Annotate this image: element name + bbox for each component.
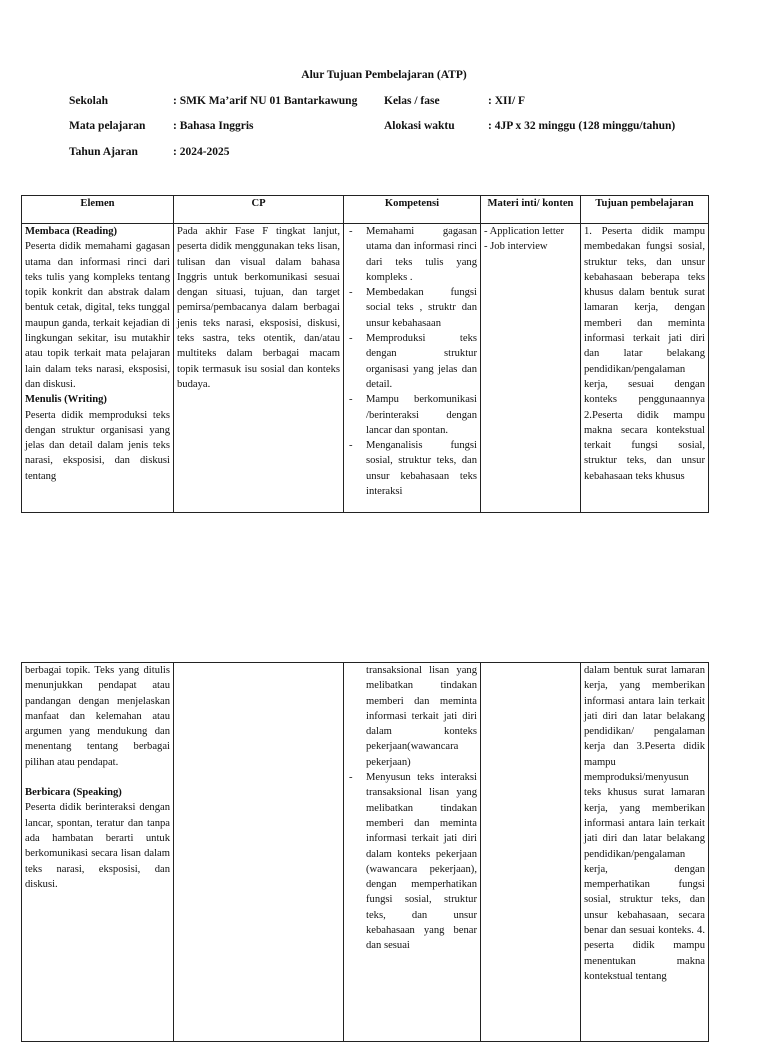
table-header-row [22,196,709,224]
tahun-label: Tahun Ajaran [69,146,138,158]
table-row [22,224,709,513]
kompetensi-cell-cont [344,663,481,1042]
list-item: - Membedakan fungsi social teks , struktr dan unsur kebahasaan [347,285,477,331]
document-title: Alur Tujuan Pembelajaran (ATP) [301,69,467,81]
cp-cell: Pada akhir Fase F tingkat lanjut, peserta didik menggunakan teks lisan, tulisan dan visual dalam bahasa Inggris untuk berkomunikasi sesuai dengan situasi, tujuan, dan target pemirsa/pembacanya dalam berbagai jenis teks narasi, eksposisi, diskusi, teks sastra, teks otentik, dan/atau multiteks dalam berbagai macam topik termasuk isu sosial dan konteks budaya. [174,224,344,513]
list-item: - Memahami gagasan utama dan informasi rinci dari teks tulis yang kompleks . [347,224,477,285]
materi-cell [481,224,581,513]
berbicara-text: Peserta didik berinteraksi dengan lancar, spontan, teratur dan tanpa ada hambatan berarti untuk berkomunikasi secara lisan dalam teks narasi, eksposisi, dan diskusi. [25,802,170,890]
menulis-text-cont: berbagai topik. Teks yang ditulis menunjukkan pendapat atau pandangan dengan menjelaskan manfaat dan kelemahan atau argumen yang mendukung dan menentang tentang berbagai pilihan atau pendapat. [25,665,170,768]
materi-item: - Application letter [484,226,565,237]
header-cp: CP [174,196,344,224]
sekolah-label: Sekolah [69,95,108,107]
kompetensi-list [347,770,477,954]
list-item: - Menyusun teks interaksi transaksional lisan yang melibatkan tindakan memberi dan meminta informasi terkait jati diri dalam konteks pekerjaan (wawancara pekerjaan), dengan memperhatikan fungsi sosial, struktur teks, dan unsur kebahasaan yang benar dan sesuai [347,770,477,954]
tujuan-cell: 1. Peserta didik mampu membedakan fungsi sosial, struktur teks, dan unsur kebahasaan beberapa teks khusus dalam bentuk surat lamaran kerja, dengan memberi dan meminta informasi terkait jati diri dan latar belakang pendidikan/pengalaman kerja, sesuai dengan konteks penggunaannya 2.Peserta didik mampu makna secara kontekstual terkait fungsi sosial, struktur teks, dan unsur kebahasaan teks khusus [581,224,709,513]
alokasi-value: : 4JP x 32 minggu (128 minggu/tahun) [488,120,676,132]
materi-item: - Job interview [484,241,548,253]
elemen-cell-cont [22,663,174,1042]
kompetensi-cell [344,224,481,513]
kompetensi-text-cont: transaksional lisan yang melibatkan tindakan memberi dan meminta informasi terkait jati diri dalam konteks pekerjaan(wawancara pekerjaan) [366,665,477,768]
mapel-value: : Bahasa Inggris [173,120,254,132]
header-kompetensi: Kompetensi [344,196,481,224]
header-materi: Materi inti/ konten [481,196,581,224]
atp-table-page1 [21,195,709,513]
menulis-title: Menulis (Writing) [25,394,107,406]
membaca-title: Membaca (Reading) [25,226,118,237]
kelas-value: : XII/ F [488,95,526,107]
cp-cell-cont [174,663,344,1042]
mapel-label: Mata pelajaran [69,120,146,132]
list-item: - Memproduksi teks dengan struktur organisasi yang jelas dan detail. [347,331,477,392]
list-item: - Mampu berkomunikasi /berinteraksi dengan lancar dan spontan. [347,392,477,438]
kelas-label: Kelas / fase [384,95,440,107]
membaca-text: Peserta didik memahami gagasan utama dan informasi rinci dari teks tulis yang kompleks tentang topik konkrit dan abstrak dalam bentuk cetak, digital, teks tunggal maupun ganda, terkait kejadian di lingkungan sekitar, isu mutakhir atau topik terkait mata pelajaran lain dalam teks narasi, eksposisi, dan diskusi. [25,241,170,390]
tahun-value: : 2024-2025 [173,146,230,158]
tujuan-cell-cont: dalam bentuk surat lamaran kerja, yang memberikan informasi antara lain terkait jati diri dan latar belakang pendidikan/ pengalaman kerja dan 3.Peserta didik mampu memproduksi/menyusun teks khusus surat lamaran kerja, yang memberikan informasi antara lain terkait jati diri dan latar belakang pendidikan/pengalaman kerja, dengan memperhatikan fungsi sosial, struktur teks, dan unsur kebahasaan, secara benar dan sesuai konteks. 4. peserta didik mampu menentukan makna kontekstual tentang [581,663,709,1042]
menulis-text: Peserta didik memproduksi teks dengan struktur organisasi yang jelas dan detail dalam jenis teks narasi, eksposisi, dan diskusi tentang [25,409,170,482]
materi-cell-cont [481,663,581,1042]
table-row [22,663,709,1042]
kompetensi-list [347,224,477,499]
elemen-cell [22,224,174,513]
berbicara-title: Berbicara (Speaking) [25,787,122,799]
header-elemen: Elemen [22,196,174,224]
alokasi-label: Alokasi waktu [384,120,455,132]
atp-table-page2 [21,662,709,1042]
list-item: - Menganalisis fungsi sosial, struktur teks, dan unsur kebahasaan teks interaksi [347,438,477,499]
sekolah-value: : SMK Ma’arif NU 01 Bantarkawung [173,95,358,107]
header-tujuan: Tujuan pembelajaran [581,196,709,224]
